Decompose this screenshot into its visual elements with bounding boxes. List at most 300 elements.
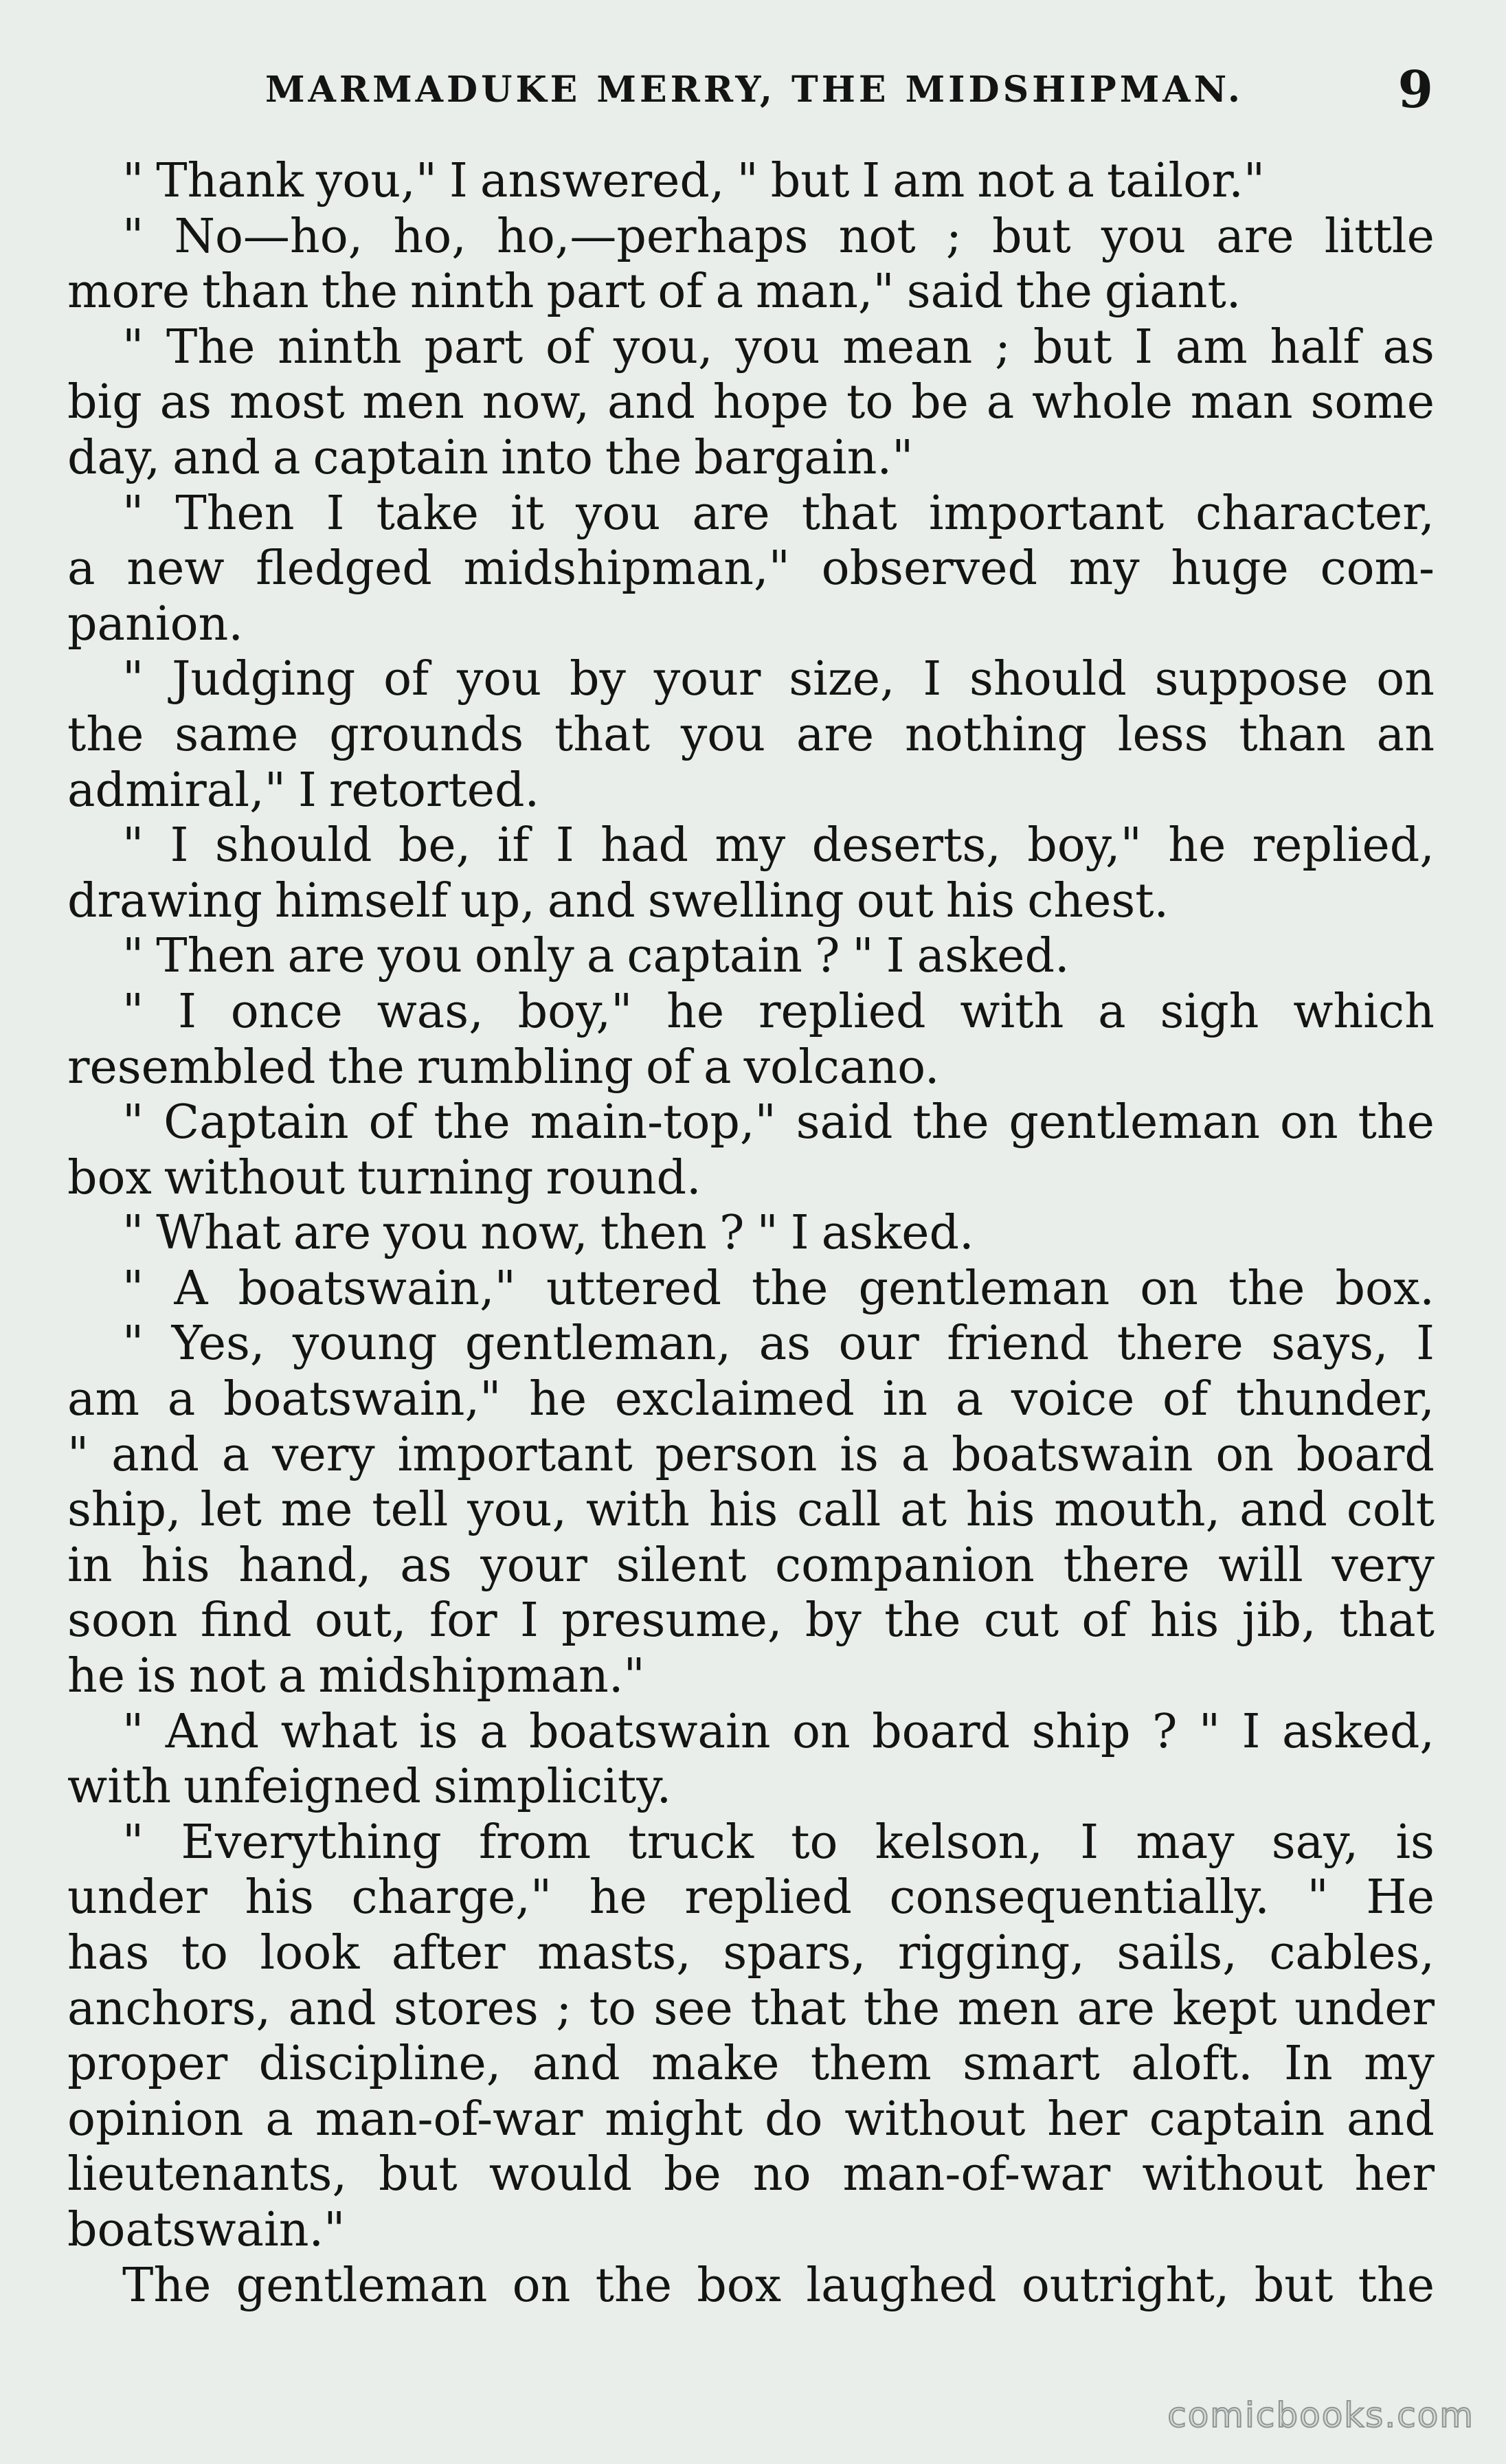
word: ship	[1031, 1704, 1131, 1759]
word: of	[645, 1040, 692, 1095]
word: and	[111, 1427, 199, 1482]
word: a	[901, 1427, 930, 1482]
word: round.	[546, 1150, 701, 1205]
word: as	[758, 1317, 811, 1371]
page-number: 9	[1397, 60, 1433, 120]
word: mean	[842, 320, 973, 374]
word: He	[1366, 1870, 1435, 1925]
text-line	[67, 265, 1435, 320]
word: after	[391, 1926, 506, 1980]
word: men	[957, 1981, 1060, 2036]
word: a	[986, 375, 1015, 430]
word: and	[607, 375, 695, 430]
word: without	[844, 2092, 1026, 2147]
text-line	[67, 1428, 1435, 1483]
text-line	[67, 1815, 1435, 1871]
word: are	[796, 707, 875, 762]
word: captain	[1149, 2092, 1325, 2147]
word: without	[164, 1150, 345, 1205]
word: that	[801, 486, 897, 541]
word: suppose	[1154, 652, 1349, 707]
word: am	[1175, 320, 1248, 374]
word: you	[735, 320, 820, 374]
word: cut	[983, 1593, 1059, 1648]
word: not	[977, 154, 1055, 208]
word: ho,	[393, 209, 467, 264]
text-line	[67, 1982, 1435, 2037]
word: am	[67, 1372, 140, 1427]
word: under	[67, 1870, 207, 1925]
word: a	[1098, 984, 1126, 1039]
word: Captain	[164, 1095, 349, 1150]
word: of	[658, 265, 704, 320]
word: I	[170, 818, 189, 873]
running-title: MARMADUKE MERRY, THE MIDSHIPMAN.	[265, 69, 1244, 111]
word: our	[838, 1317, 919, 1371]
word: ninth	[410, 265, 535, 320]
body-text	[67, 154, 1435, 2314]
word: charge,"	[351, 1870, 552, 1925]
word: you,	[467, 1483, 567, 1538]
word: mouth,	[1054, 1483, 1221, 1538]
word: jib,	[1241, 1593, 1316, 1648]
word: for	[429, 1593, 497, 1648]
word: volcano.	[743, 1040, 940, 1095]
watermark: comicbooks.com	[1167, 2395, 1474, 2435]
word: do	[764, 2092, 823, 2147]
text-line	[67, 1483, 1435, 1538]
word: boatswain	[952, 1427, 1193, 1482]
word: "	[122, 1704, 144, 1759]
word: and	[547, 873, 636, 928]
word: on	[1376, 652, 1435, 707]
word: in	[882, 1372, 928, 1427]
text-line	[67, 2037, 1435, 2092]
word: had	[600, 818, 688, 873]
word: a	[715, 265, 744, 320]
word: I	[862, 154, 881, 208]
word: are	[1077, 1981, 1155, 2036]
text-line	[67, 985, 1435, 1040]
word: an	[1376, 707, 1435, 762]
text-line	[67, 1095, 1435, 1151]
word: are	[692, 486, 770, 541]
word: and	[532, 2037, 620, 2092]
word: his	[708, 1483, 778, 1538]
word: am	[892, 154, 965, 208]
word: at	[900, 1483, 947, 1538]
word: "	[122, 1206, 144, 1261]
word: his	[141, 1538, 210, 1593]
word: rigging,	[897, 1926, 1085, 1980]
word: huge	[1171, 541, 1289, 596]
word: you	[383, 1206, 469, 1261]
word: but	[992, 209, 1071, 264]
word: anchors,	[67, 1981, 271, 2036]
word: important	[397, 1427, 633, 1482]
word: by	[805, 1593, 862, 1648]
word: chest.	[1027, 873, 1169, 928]
word: under	[1294, 1981, 1435, 2036]
word: "	[122, 486, 144, 541]
text-line	[67, 1760, 1435, 1815]
word: What	[156, 1206, 281, 1261]
word: less	[1117, 707, 1209, 762]
word: little	[1324, 209, 1435, 264]
text-line	[67, 2092, 1435, 2148]
word: be	[664, 2147, 721, 2202]
word: should	[969, 652, 1127, 707]
word: only	[474, 929, 574, 984]
word: thunder,	[1235, 1372, 1435, 1427]
word: hand,	[238, 1538, 372, 1593]
word: he	[589, 1870, 647, 1925]
word: and	[1239, 1483, 1327, 1538]
word: are	[293, 1206, 372, 1261]
text-line	[67, 1262, 1435, 1317]
word: character,	[1195, 486, 1435, 541]
word: the	[884, 1593, 961, 1648]
word: you	[377, 929, 462, 984]
word: my	[1364, 2037, 1435, 2092]
word: answered,	[480, 154, 725, 208]
text-line	[67, 541, 1435, 597]
word: the	[605, 430, 682, 485]
word: the	[863, 1981, 941, 2036]
word: "	[67, 1427, 89, 1482]
word: box.	[1335, 1261, 1435, 1316]
word: boatswain,"	[223, 1372, 502, 1427]
word: the	[67, 707, 144, 762]
word: part	[424, 320, 524, 374]
word: I	[519, 1593, 539, 1648]
word: is	[840, 1427, 879, 1482]
word: nothing	[904, 707, 1087, 762]
word: then	[600, 1206, 707, 1261]
word: are	[287, 929, 366, 984]
word: but	[770, 154, 850, 208]
word: you,	[613, 320, 713, 374]
word: says,	[1271, 1317, 1389, 1371]
word: now,	[480, 1206, 588, 1261]
word: "	[122, 1261, 144, 1316]
word: "	[122, 652, 144, 707]
word: A	[174, 1261, 208, 1316]
word: his	[965, 1483, 1035, 1538]
word: replied,	[1252, 818, 1435, 873]
word: sails,	[1116, 1926, 1237, 1980]
text-line	[67, 2147, 1435, 2203]
word: of	[383, 652, 429, 707]
word: gentleman,	[464, 1317, 732, 1371]
word: there	[1063, 1538, 1190, 1593]
word: box	[67, 1150, 152, 1205]
word: may	[1136, 1815, 1235, 1870]
word: I	[923, 652, 942, 707]
word: himself	[274, 873, 448, 928]
text-line	[67, 1870, 1435, 1926]
word: you	[576, 486, 661, 541]
word: in	[67, 1538, 113, 1593]
word: part	[546, 265, 646, 320]
word: was,	[376, 984, 484, 1039]
word: I	[886, 929, 905, 984]
word: it	[510, 486, 545, 541]
word: midshipman."	[318, 1649, 645, 1704]
word: same	[175, 707, 299, 762]
word: Then	[156, 929, 276, 984]
word: as	[159, 375, 212, 430]
word: a	[278, 1649, 306, 1704]
word: a	[1066, 154, 1094, 208]
word: to	[846, 375, 894, 430]
word: on	[1215, 1427, 1274, 1482]
word: to	[589, 1981, 636, 2036]
word: call	[797, 1483, 881, 1538]
word: com-	[1320, 541, 1435, 596]
word: boy,"	[517, 984, 633, 1039]
word: the	[321, 265, 398, 320]
text-line	[67, 1151, 1435, 1207]
word: young	[292, 1317, 438, 1371]
word: colt	[1346, 1483, 1435, 1538]
text-line	[67, 2203, 1435, 2259]
text-line	[67, 708, 1435, 763]
word: The	[122, 2258, 212, 2313]
word: not	[838, 209, 916, 264]
word: replied	[684, 1870, 852, 1925]
word: man-of-war	[315, 2092, 583, 2147]
word: "	[1307, 1870, 1329, 1925]
word: from	[478, 1815, 592, 1870]
word: asked.	[821, 1206, 974, 1261]
word: the	[752, 1261, 829, 1316]
word: ?	[719, 1206, 745, 1261]
word: a	[955, 1372, 984, 1427]
word: observed	[821, 541, 1037, 596]
word: box	[697, 2258, 782, 2313]
word: what	[280, 1704, 398, 1759]
word: than	[1239, 707, 1346, 762]
word: midshipman,"	[463, 541, 790, 596]
word: the	[1358, 1095, 1435, 1150]
word: laughed	[806, 2258, 997, 2313]
word: is	[1395, 1815, 1435, 1870]
word: bargain."	[694, 430, 914, 485]
word: most	[229, 375, 345, 430]
word: panion.	[67, 596, 243, 651]
word: grounds	[329, 707, 524, 762]
word: cables,	[1269, 1926, 1435, 1980]
word: friend	[947, 1317, 1090, 1371]
word: boatswain	[528, 1704, 771, 1759]
word: said	[796, 1095, 893, 1150]
word: Judging	[172, 652, 356, 707]
word: lieutenants,	[67, 2147, 348, 2202]
text-line	[67, 486, 1435, 542]
word: of	[546, 320, 592, 374]
word: a	[221, 1427, 250, 1482]
word: "	[122, 818, 144, 873]
word: size,	[789, 652, 895, 707]
word: gentleman	[858, 1261, 1110, 1316]
word: his	[945, 873, 1015, 928]
word: In	[1283, 2037, 1333, 2092]
word: aloft.	[1131, 2037, 1253, 2092]
word: And	[165, 1704, 260, 1759]
word: companion	[774, 1538, 1035, 1593]
word: outright,	[1021, 2258, 1230, 2313]
text-line	[67, 1372, 1435, 1428]
text-line	[67, 1593, 1435, 1649]
word: see	[653, 1981, 733, 2036]
word: man-of-war	[842, 2147, 1111, 2202]
word: he	[529, 1372, 587, 1427]
word: there	[1116, 1317, 1244, 1371]
word: asked.	[917, 929, 1070, 984]
word: board	[1296, 1427, 1435, 1482]
word: if	[497, 818, 530, 873]
word: turning	[357, 1150, 534, 1205]
word: of	[1162, 1372, 1209, 1427]
word: "	[737, 154, 758, 208]
word: ho,—perhaps	[497, 209, 809, 264]
word: "	[852, 929, 874, 984]
word: gentleman	[236, 2258, 488, 2313]
text-line	[67, 1538, 1435, 1594]
word: kept	[1172, 1981, 1277, 2036]
word: I	[555, 818, 574, 873]
word: I	[1416, 1317, 1435, 1371]
word: said	[906, 265, 1004, 320]
word: by	[569, 652, 626, 707]
word: his	[1149, 1593, 1220, 1648]
text-line	[67, 818, 1435, 874]
word: with	[585, 1483, 690, 1538]
word: gentleman	[1009, 1095, 1261, 1150]
word: admiral,"	[67, 763, 286, 818]
word: some	[1310, 375, 1435, 430]
word: say,	[1271, 1815, 1359, 1870]
word: main-top,"	[530, 1095, 776, 1150]
word: Thank	[156, 154, 304, 208]
word: the	[595, 2258, 673, 2313]
word: asked,	[1281, 1704, 1435, 1759]
word: spars,	[723, 1926, 866, 1980]
word: smart	[963, 2037, 1100, 2092]
word: up,	[460, 873, 535, 928]
word: masts,	[537, 1926, 691, 1980]
word: soon	[67, 1593, 178, 1648]
text-line	[67, 763, 1435, 819]
word: let	[200, 1483, 262, 1538]
word: unfeigned	[183, 1760, 421, 1815]
word: hope	[712, 375, 829, 430]
word: important	[928, 486, 1165, 541]
word: Yes,	[171, 1317, 265, 1371]
word: I	[1241, 1704, 1261, 1759]
text-line	[67, 874, 1435, 930]
word: not	[188, 1649, 266, 1704]
text-line	[67, 375, 1435, 431]
word: you	[1101, 209, 1187, 264]
word: simplicity.	[433, 1760, 672, 1815]
word: your	[653, 652, 761, 707]
word: proper	[67, 2037, 228, 2092]
word: "	[122, 1317, 144, 1371]
word: a	[265, 2092, 293, 2147]
word: I	[298, 763, 317, 818]
word: "	[122, 1095, 144, 1150]
word: I	[178, 984, 196, 1039]
text-line	[67, 431, 1435, 486]
word: no	[752, 2147, 811, 2202]
word: board	[872, 1704, 1011, 1759]
word: a	[480, 1704, 508, 1759]
word: "	[122, 320, 144, 374]
word: the	[1358, 2258, 1435, 2313]
word: I	[326, 486, 345, 541]
word: captain	[627, 929, 802, 984]
word: a	[272, 430, 301, 485]
word: swelling	[647, 873, 844, 928]
word: but	[1254, 2258, 1334, 2313]
word: which	[1293, 984, 1435, 1039]
word: person	[655, 1427, 818, 1482]
word: that	[1338, 1593, 1435, 1648]
word: a	[704, 1040, 732, 1095]
text-line	[67, 652, 1435, 708]
word: the	[912, 1095, 989, 1150]
word: resembled	[67, 1040, 316, 1095]
word: stores	[393, 1981, 539, 2036]
word: make	[651, 2037, 780, 2092]
word: the	[434, 1095, 510, 1150]
word: fledged	[256, 541, 432, 596]
word: boatswain,"	[238, 1261, 516, 1316]
word: find	[200, 1593, 292, 1648]
word: ;	[945, 209, 962, 264]
word: giant.	[1104, 265, 1241, 320]
word: is	[137, 1649, 177, 1704]
word: out,	[314, 1593, 407, 1648]
word: big	[67, 375, 142, 430]
word: on	[791, 1704, 851, 1759]
word: presume,	[561, 1593, 783, 1648]
word: the	[328, 1040, 405, 1095]
word: discipline,	[258, 2037, 502, 2092]
word: I	[1080, 1815, 1099, 1870]
word: you,"	[315, 154, 438, 208]
word: that	[554, 707, 651, 762]
word: the	[1015, 265, 1092, 320]
word: ;	[556, 1981, 572, 2036]
word: very	[272, 1427, 375, 1482]
word: ninth	[278, 320, 402, 374]
word: boatswain."	[67, 2202, 346, 2257]
text-line	[67, 154, 1435, 210]
word: as	[400, 1538, 452, 1593]
word: but	[379, 2147, 458, 2202]
word: he	[666, 984, 725, 1039]
text-line	[67, 1926, 1435, 1982]
word: retorted.	[328, 763, 540, 818]
word: I	[1134, 320, 1153, 374]
word: be	[911, 375, 969, 430]
word: replied	[758, 984, 926, 1039]
word: with	[67, 1760, 172, 1815]
word: will	[1218, 1538, 1303, 1593]
